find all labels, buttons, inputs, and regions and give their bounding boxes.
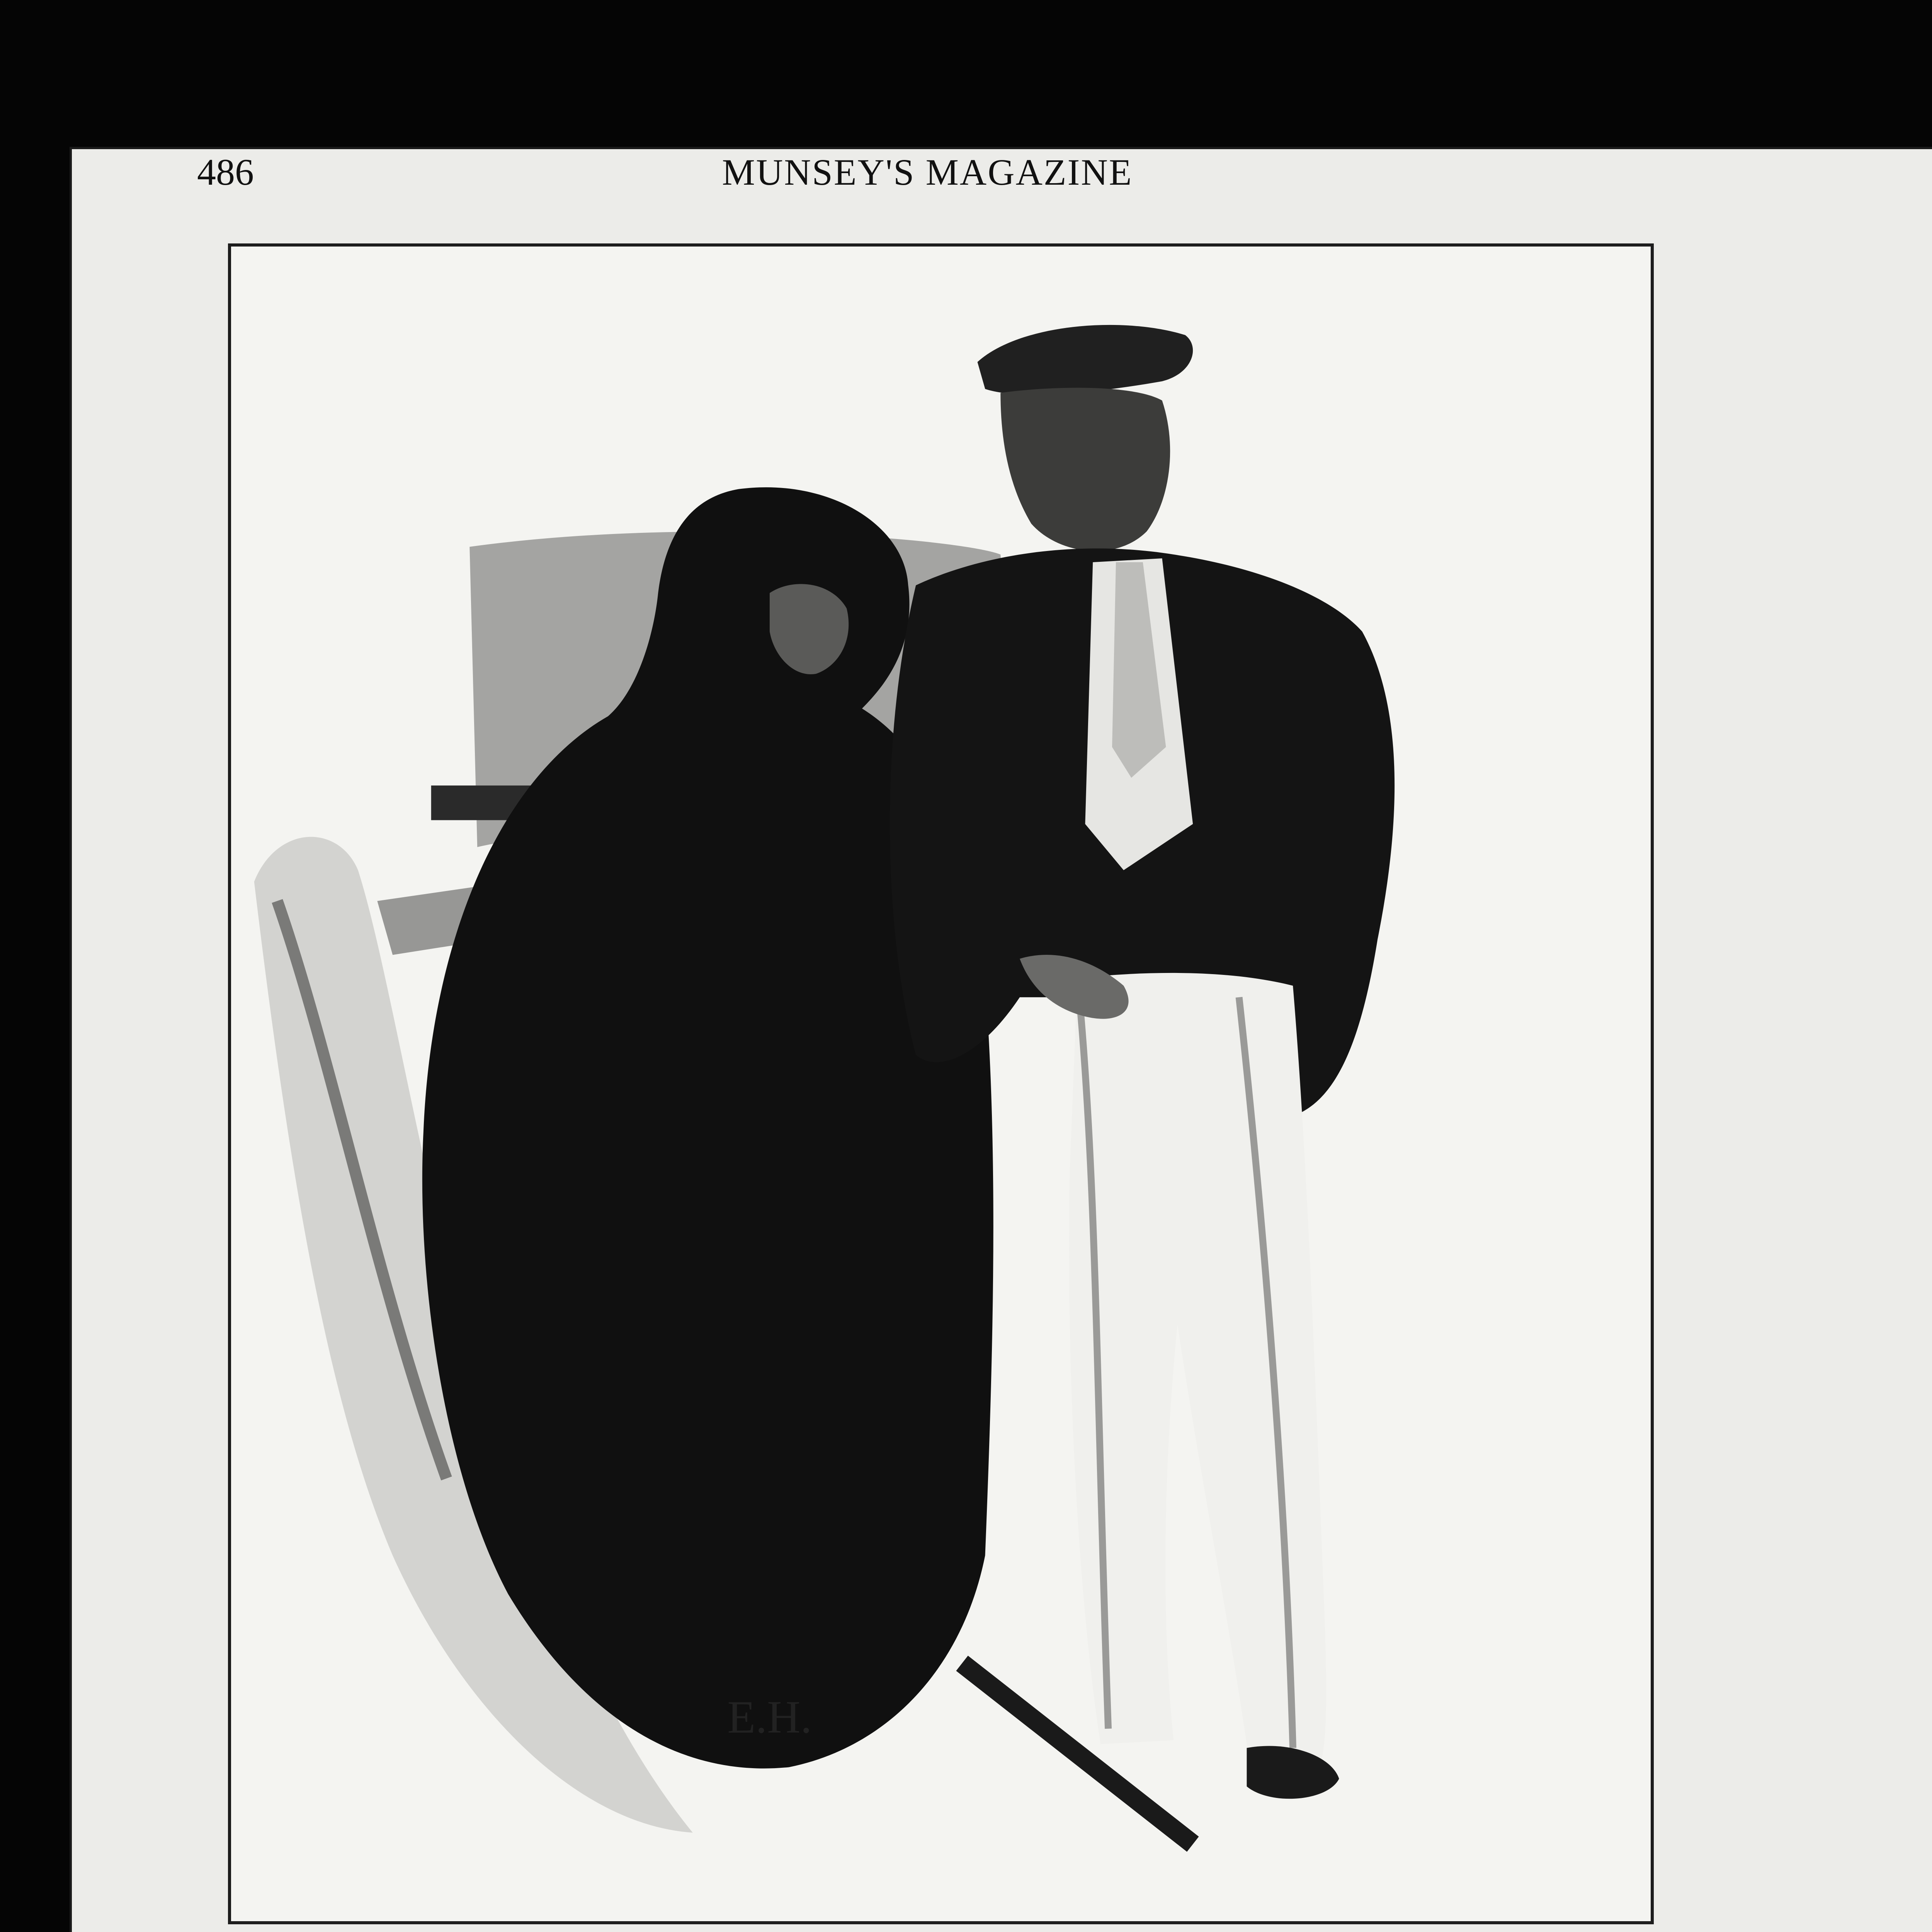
illustration-drawing bbox=[231, 247, 1651, 1921]
page-number: 486 bbox=[197, 151, 254, 193]
running-head: MUNSEY'S MAGAZINE bbox=[722, 151, 1133, 193]
illustration bbox=[228, 243, 1654, 1924]
artist-signature: E.H. bbox=[727, 1691, 812, 1743]
